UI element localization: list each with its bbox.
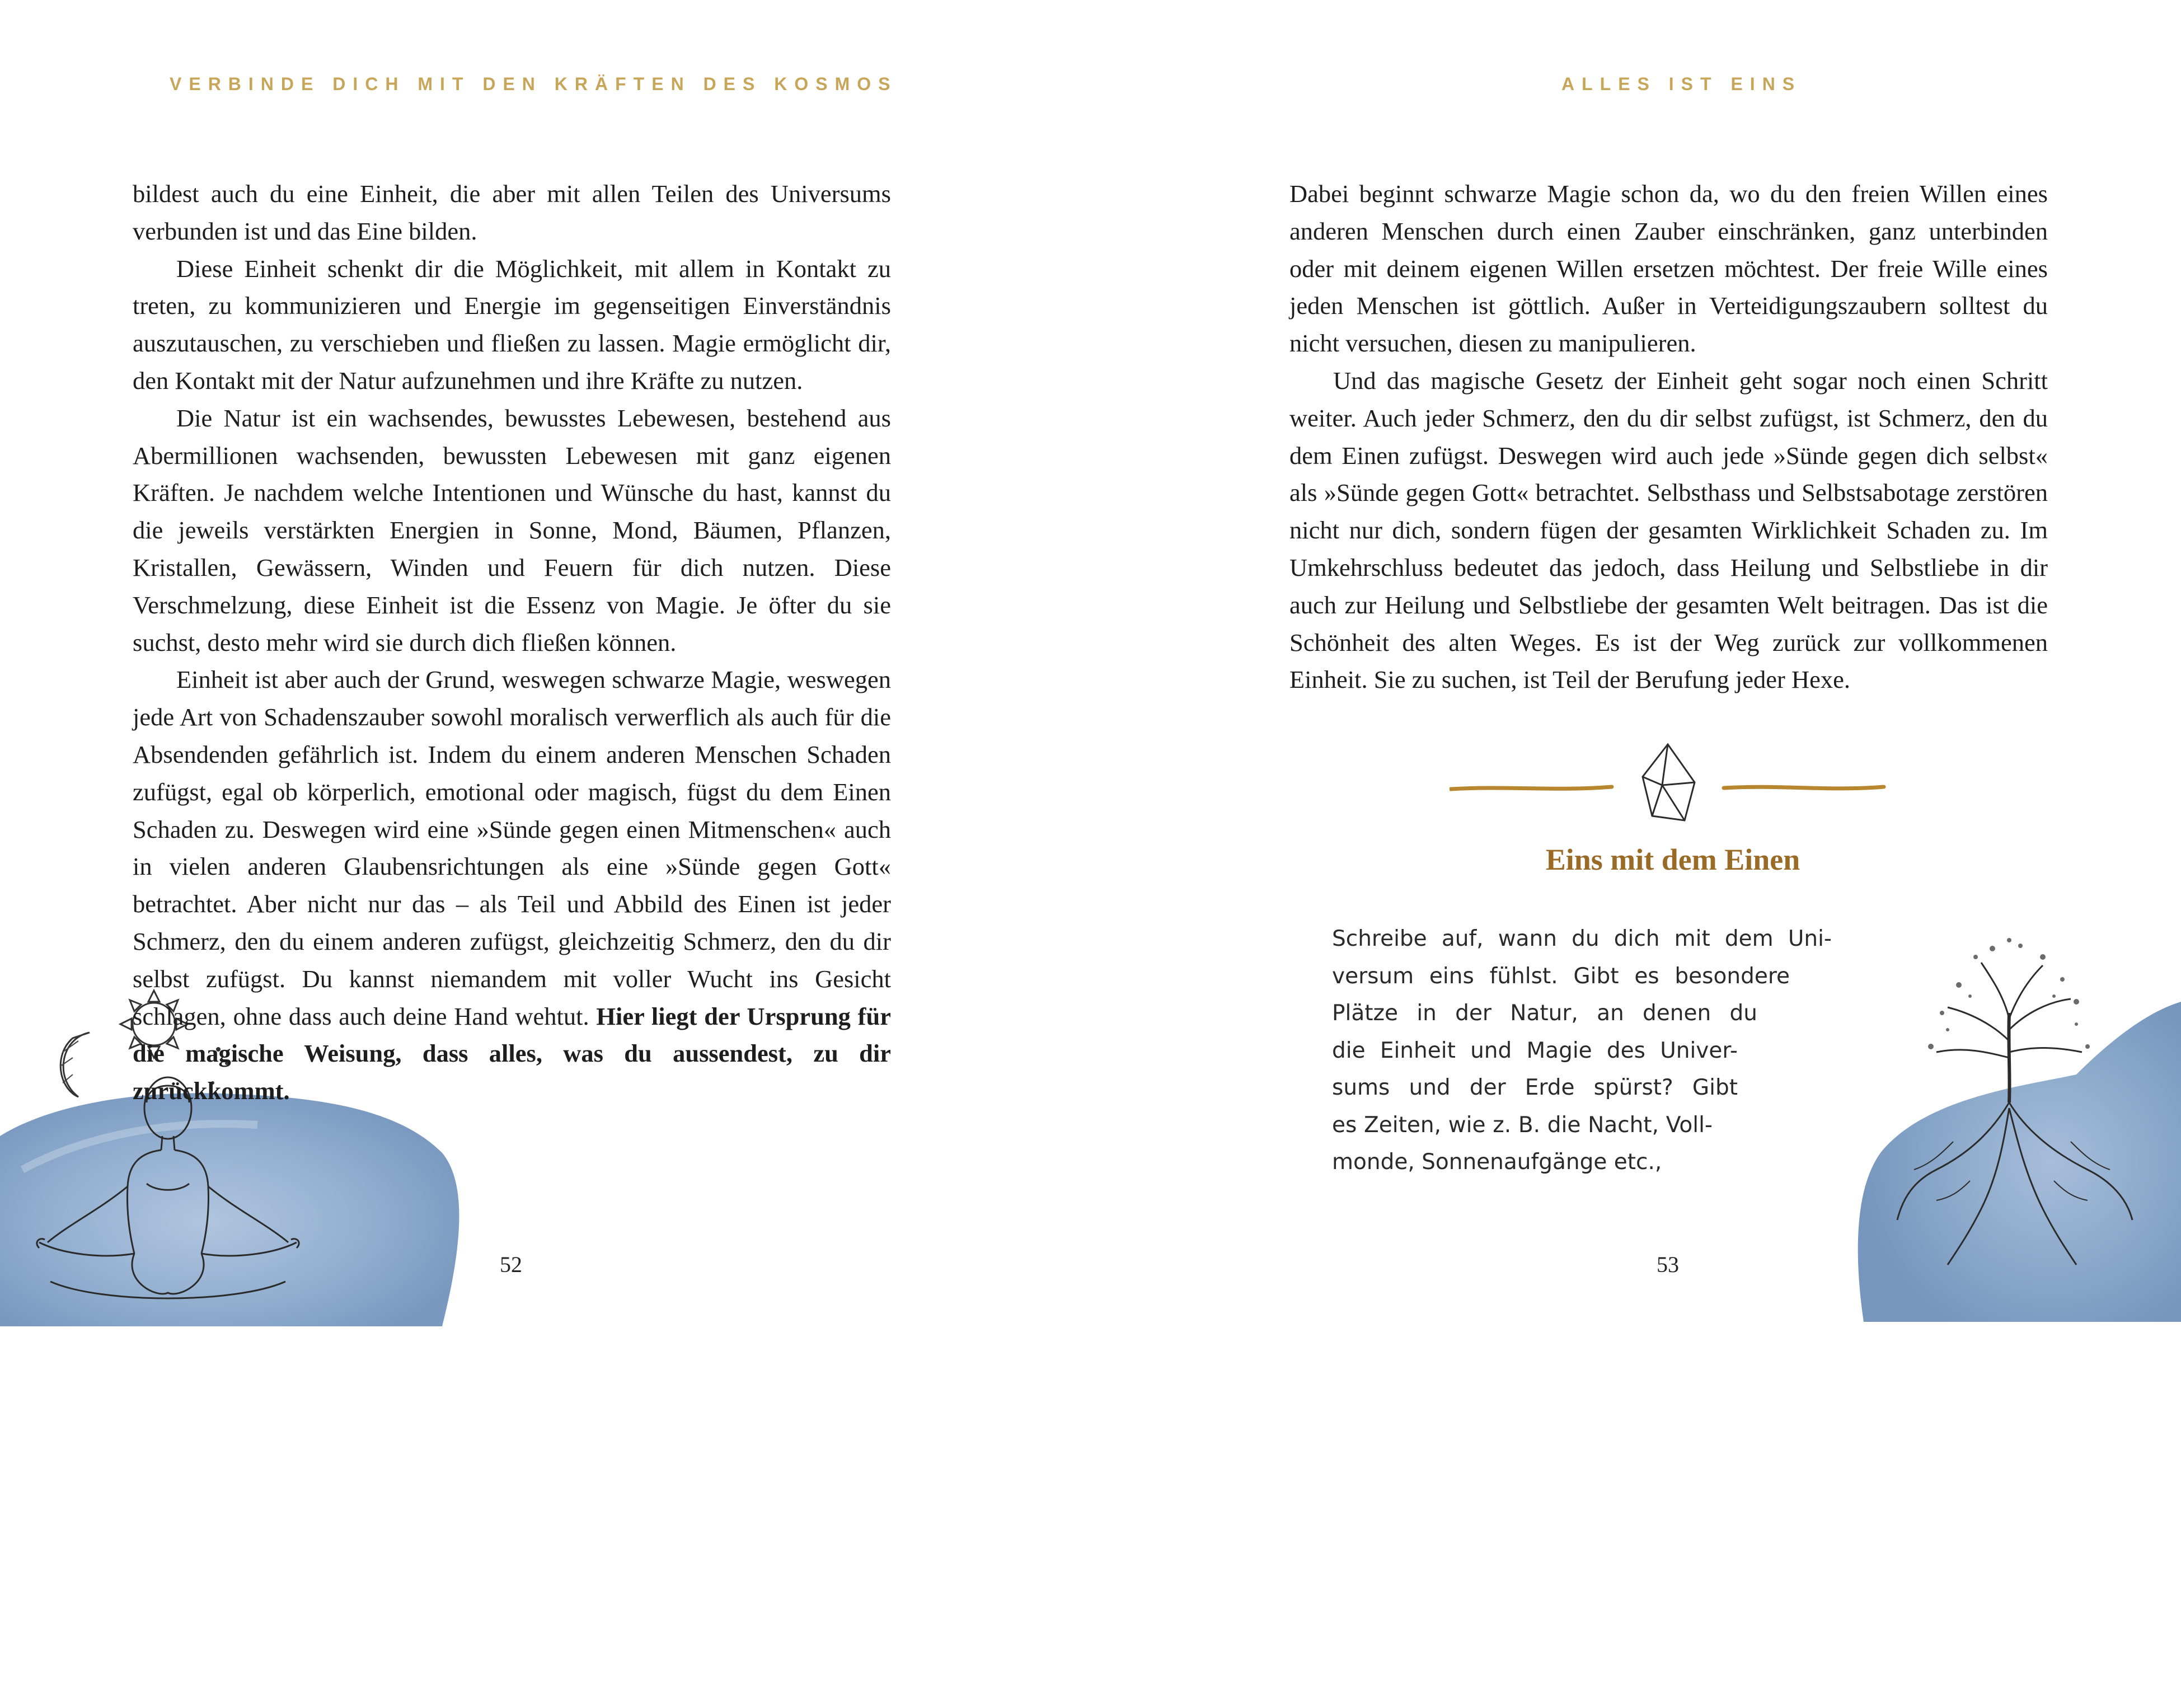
paragraph: Diese Einheit schenkt dir die Möglichkeit, mit allem in Kontakt zu treten, zu kommunizieren und Energie im gegenseitigen Einverständnis auszutauschen, zu verschieben und fließen zu lassen. Magie ermöglicht dir, den Kontakt mit der Natur aufzunehmen und ihre Kräfte zu nutzen. (133, 254, 891, 395)
exercise-text (1332, 921, 1836, 1181)
exercise-line: Schreibe auf, wann du dich mit dem Uni- (1332, 926, 1832, 951)
divider-line-right (1724, 787, 1884, 789)
running-header-left: VERBINDE DICH MIT DEN KRÄFTEN DES KOSMOS (170, 74, 898, 94)
crystal-icon (1643, 744, 1695, 820)
divider-line-left (1451, 787, 1612, 789)
paragraph-text: Einheit ist aber auch der Grund, weswegen schwarze Magie, weswegen jede Art von Schadenszauber sowohl moralisch verwerflich als auch für die Absendenden gefährlich ist. Indem du einem anderen Menschen Schaden zufügst, egal ob körperlich, emotional oder magisch, fügst du dem Einen Schaden zu. Deswegen wird eine »Sünde gegen einen Mitmenschen« auch in vielen anderen Glaubensrichtungen als eine »Sünde gegen Gott« betrachtet. Aber nicht nur das – als Teil und Abbild des Einen ist jeder Schmerz, den du einem anderen zufügst, gleichzeitig Schmerz, den du dir selbst zufügst. Du kannst niemandem mit voller Wucht ins Gesicht schlagen, ohne dass auch deine Hand wehtut. (133, 665, 891, 1030)
exercise-line: die Einheit und Magie des Univer- (1332, 1038, 1738, 1063)
exercise-line: Plätze in der Natur, an denen du (1332, 1001, 1757, 1026)
page-number-right: 53 (1657, 1252, 1679, 1277)
exercise-line: versum eins fühlst. Gibt es besondere (1332, 963, 1790, 989)
page-number-left: 52 (500, 1252, 522, 1277)
exercise-line: monde, Sonnenaufgänge etc., (1332, 1149, 1662, 1175)
paragraph: Die Natur ist ein wachsendes, bewusstes Lebewesen, bestehend aus Abermillionen wachsenden, bewussten Lebewesen mit ganz eigenen Kräften. Je nachdem welche Intentionen und Wünsche du hast, kannst du die jeweils verstärkten Energien in Sonne, Mond, Bäumen, Pflanzen, Kristallen, Gewässern, Winden und Feuern für dich nutzen. Diese Verschmelzung, diese Einheit ist die Essenz von Magie. Je öfter du sie suchst, desto mehr wird sie durch dich fließen können. (133, 403, 891, 656)
exercise-line: sums und der Erde spürst? Gibt (1332, 1075, 1738, 1100)
exercise-title: Eins mit dem Einen (1545, 843, 1800, 876)
crystal-divider (1450, 738, 1892, 827)
exercise-line: es Zeiten, wie z. B. die Nacht, Voll- (1332, 1112, 1713, 1138)
moon-icon (60, 1033, 90, 1097)
tree-illustration (1841, 918, 2181, 1322)
paragraph: Dabei beginnt schwarze Magie schon da, wo du den freien Willen eines anderen Menschen durch einen Zauber einschränken, ganz unterbinden oder mit deinem eigenen Willen ersetzen möchtest. Der freie Wille eines jeden Menschen ist göttlich. Außer in Verteidigungszaubern solltest du nicht versuchen, diesen zu manipulieren. (1289, 180, 2048, 358)
emphasis-text: Hier liegt der Ursprung für die magische Weisung, dass alles, was du aussendest, zu dir zurückkommt. (133, 1002, 891, 1105)
paragraph (133, 661, 891, 1110)
paragraph: bildest auch du eine Einheit, die aber mit allen Teilen des Universums verbunden ist und das Eine bilden. (133, 180, 891, 245)
left-page-body (133, 175, 891, 1708)
running-header-right: ALLES IST EINS (1561, 74, 1802, 94)
paragraph: Und das magische Gesetz der Einheit geht sogar noch einen Schritt weiter. Auch jeder Schmerz, den du dir selbst zufügst, ist Schmerz, den du dem Einen zufügst. Deswegen wird auch jede »Sünde gegen dich selbst« als »Sünde gegen Gott« betrachtet. Selbsthass und Selbstsabotage zerstören nicht nur dich, sondern fügen der gesamten Wirklichkeit Schaden zu. Im Umkehrschluss bedeutet das jedoch, dass Heilung und Selbstliebe in dir auch zur Heilung und Selbstliebe der gesamten Welt beitragen. Das ist die Schönheit des alten Weges. Es ist der Weg zurück zur vollkommenen Einheit. Sie zu suchen, ist Teil der Berufung jeder Hexe. (1289, 366, 2048, 694)
right-page-body (1289, 175, 2048, 698)
